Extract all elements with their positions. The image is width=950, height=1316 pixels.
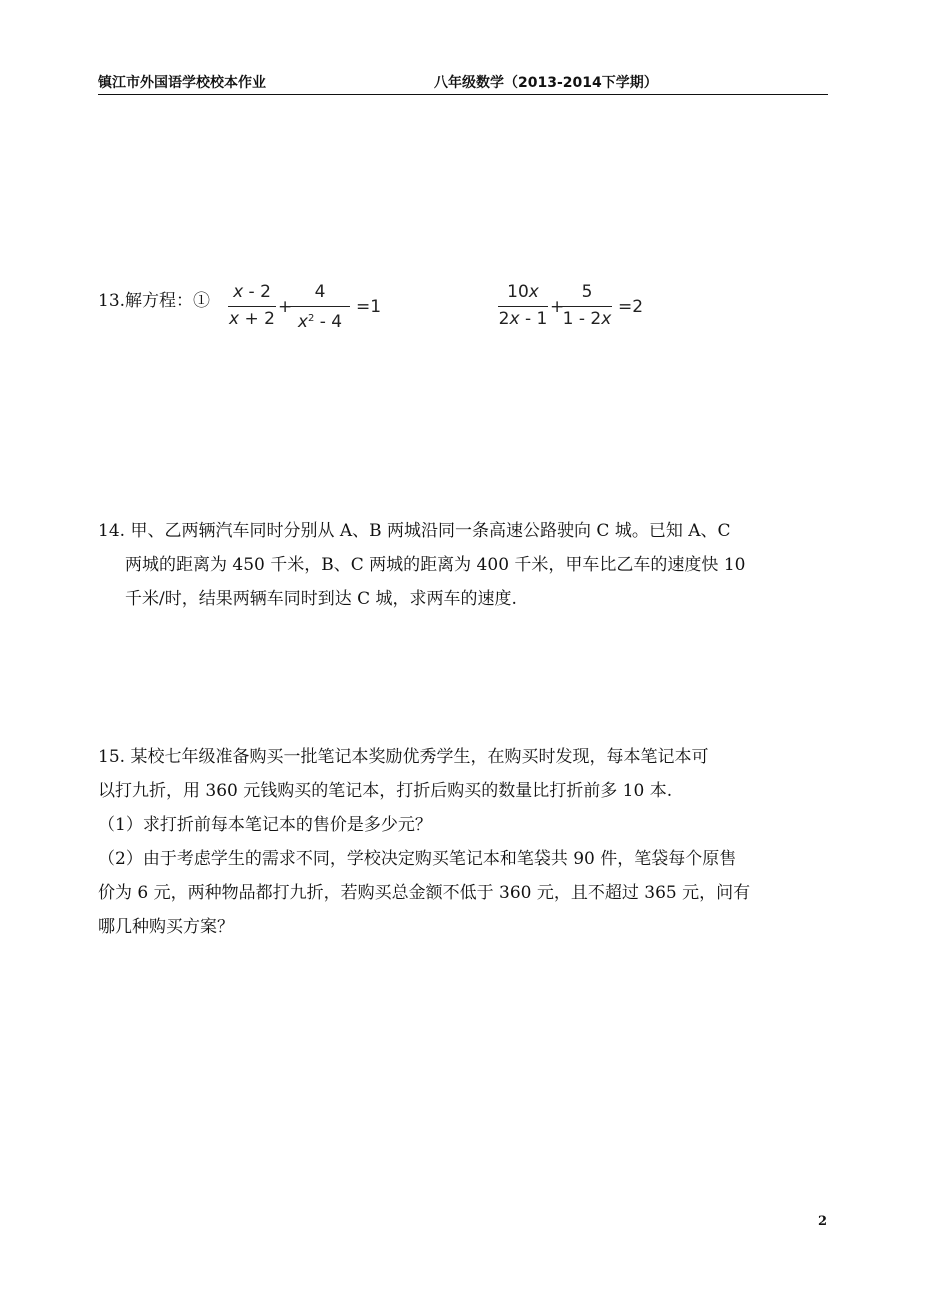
equation-1 xyxy=(228,280,488,340)
question-15-line-5: 价为 6 元，两种物品都打九折，若购买总金额不低于 360 元，且不超过 365 元，问有 xyxy=(98,883,751,903)
equation-1-fraction-1: x - 2 x + 2 xyxy=(229,282,275,329)
question-15-line-2: 以打九折，用 360 元钱购买的笔记本，打折后购买的数量比打折前多 10 本. xyxy=(98,781,673,801)
page-number: 2 xyxy=(818,1214,828,1229)
page-header xyxy=(98,70,828,95)
question-14-line-3: 千米/时，结果两辆车同时到达 C 城，求两车的速度. xyxy=(125,589,517,609)
question-15-part-2: （2）由于考虑学生的需求不同，学校决定购买笔记本和笔袋共 90 件，笔袋每个原售 xyxy=(98,849,737,869)
equation-1-fraction-2: 4 $x^2 - 4$ xyxy=(290,280,350,331)
question-15-line-6: 哪几种购买方案？ xyxy=(98,917,234,937)
course-title: 八年级数学（2013-2014下学期） xyxy=(434,75,658,91)
question-13-label: 13.解方程：① xyxy=(98,291,211,311)
equation-2-fraction-1: 10x 2x - 1 xyxy=(498,282,548,329)
equation-2-fraction-2: 5 1 - 2x xyxy=(562,282,612,329)
school-name: 镇江市外国语学校校本作业 xyxy=(98,75,266,91)
equation-2 xyxy=(498,280,758,340)
question-14-line-2: 两城的距离为 450 千米，B、C 两城的距离为 400 千米，甲车比乙车的速度快 10 xyxy=(125,555,746,575)
equation-1-rhs: =1 xyxy=(356,297,382,317)
question-15-part-1: （1）求打折前每本笔记本的售价是多少元？ xyxy=(98,815,432,835)
question-14-line-1: 14. 甲、乙两辆汽车同时分别从 A、B 两城沿同一条高速公路驶向 C 城。已知 A、C xyxy=(98,521,731,541)
equation-2-plus: + xyxy=(550,297,565,317)
equation-1-plus: + xyxy=(278,297,293,317)
equation-2-rhs: =2 xyxy=(618,297,644,317)
question-15 xyxy=(98,740,750,944)
question-15-line-1: 15. 某校七年级准备购买一批笔记本奖励优秀学生，在购买时发现，每本笔记本可 xyxy=(98,747,709,767)
question-13 xyxy=(98,282,858,346)
question-14 xyxy=(98,514,745,616)
